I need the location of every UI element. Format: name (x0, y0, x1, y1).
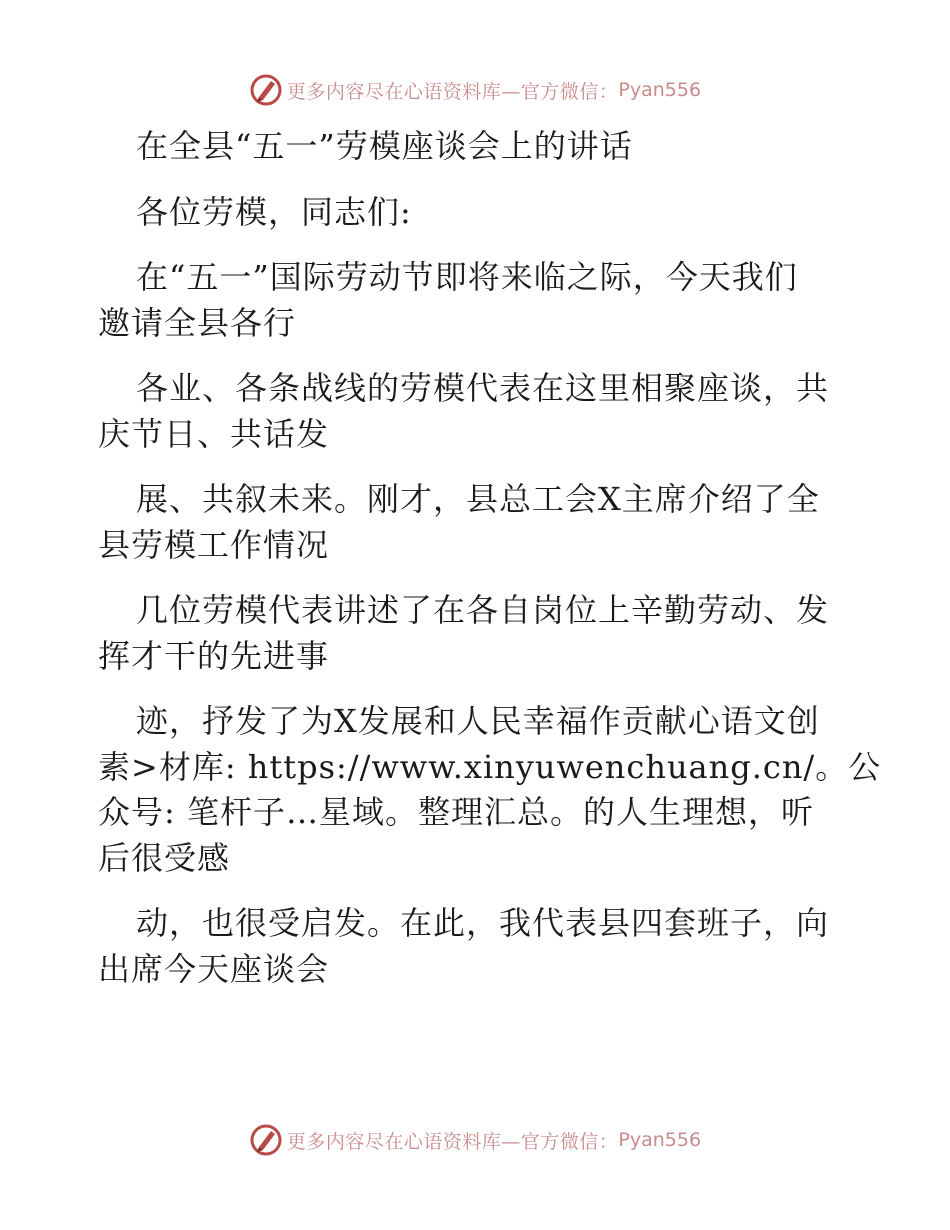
banner-text: 更多内容尽在心语资料库—官方微信： (286, 1130, 619, 1153)
wechat-id: Pyan556 (618, 79, 702, 101)
pen-logo-icon (249, 1123, 283, 1157)
document-body (98, 124, 882, 992)
document-title: 在全县“五一”劳模座谈会上的讲话 (136, 127, 633, 165)
paragraph-line: 众号: 笔杆子…星域。整理汇总。的人生理想，听 (98, 793, 814, 831)
paragraph-line: 迹，抒发了为X发展和人民幸福作贡献心语文创 (136, 702, 820, 740)
paragraph-line: 县劳模工作情况 (98, 525, 330, 564)
paragraph-line: 在“五一”国际劳动节即将来临之际，今天我们 (136, 258, 798, 296)
paragraph-line: 素>材库: https://www.xinyuwenchuang.cn/。公 (98, 747, 882, 786)
paragraph-line: 各业、各条战线的劳模代表在这里相聚座谈，共 (136, 369, 830, 407)
paragraph-line: 展、共叙未来。刚才，县总工会X主席介绍了全 (136, 480, 820, 518)
pen-logo-icon (249, 73, 283, 107)
paragraph-line: 邀请全县各行 (98, 303, 297, 342)
banner-text: 更多内容尽在心语资料库—官方微信： (286, 80, 619, 103)
header-banner (0, 70, 950, 110)
paragraph-line: 后很受感 (98, 838, 231, 877)
footer-banner (0, 1120, 950, 1160)
paragraph-line: 几位劳模代表讲述了在各自岗位上辛勤劳动、发 (136, 591, 830, 629)
wechat-id: Pyan556 (618, 1129, 702, 1151)
paragraph-line: 动，也很受启发。在此，我代表县四套班子，向 (136, 904, 830, 942)
paragraph-line: 出席今天座谈会 (98, 949, 330, 988)
paragraph-line: 挥才干的先进事 (98, 636, 330, 675)
salutation: 各位劳模，同志们: (136, 192, 412, 231)
paragraph-line: 庆节日、共话发 (98, 414, 330, 453)
